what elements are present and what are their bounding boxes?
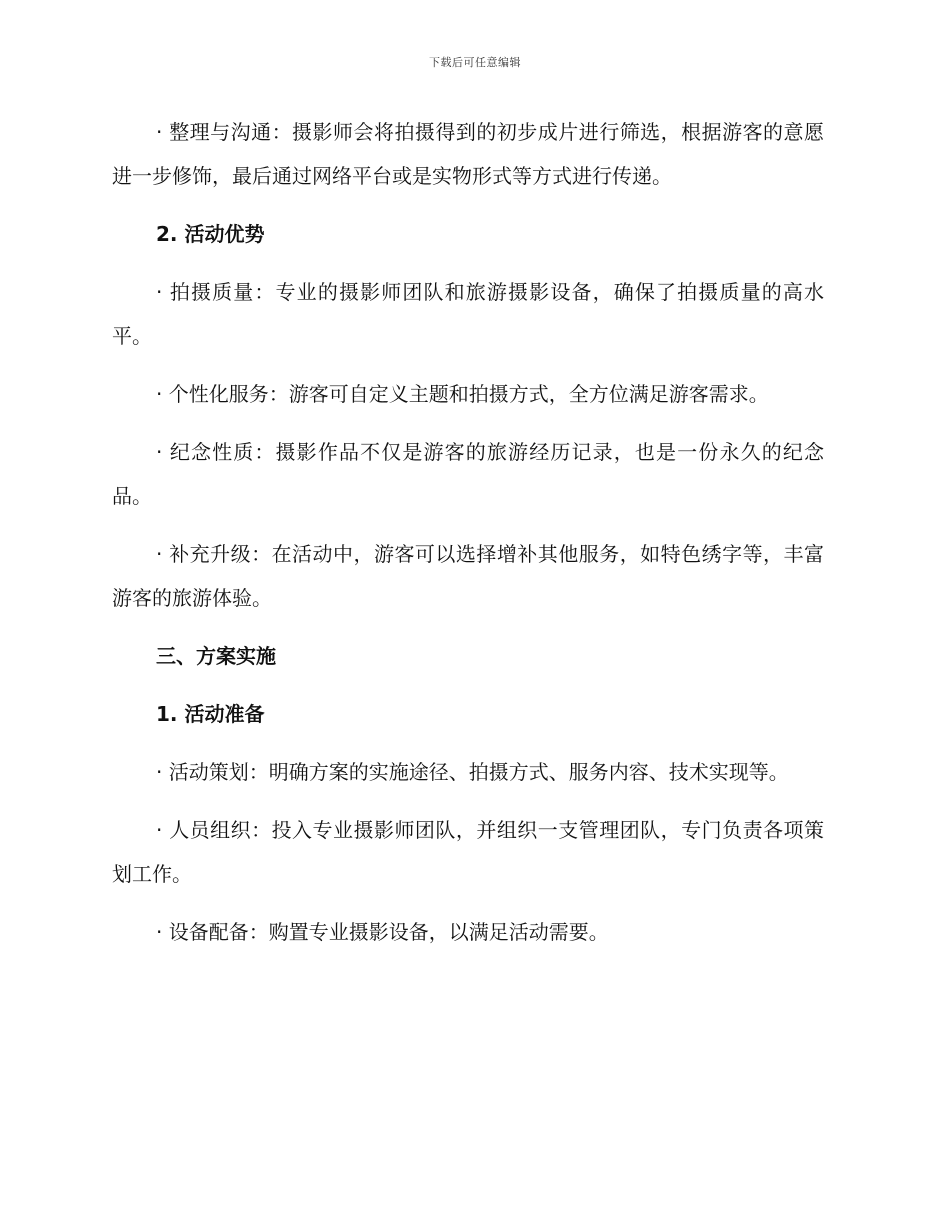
section-heading-activity-advantages: 2. 活动优势 (156, 222, 265, 246)
paragraph-shooting-quality: · 拍摄质量：专业的摄影师团队和旅游摄影设备，确保了拍摄质量的高水平。 (112, 280, 824, 348)
paragraph-supplementary-upgrade: · 补充升级：在活动中，游客可以选择增补其他服务，如特色绣字等，丰富游客的旅游体验。 (112, 542, 824, 610)
paragraph-organize-communicate: · 整理与沟通：摄影师会将拍摄得到的初步成片进行筛选，根据游客的意愿进一步修饰，最后通过网络平台或是实物形式等方式进行传递。 (112, 120, 824, 188)
paragraph-equipment: · 设备配备：购置专业摄影设备，以满足活动需要。 (156, 920, 609, 944)
paragraph-personalized-service: · 个性化服务：游客可自定义主题和拍摄方式，全方位满足游客需求。 (156, 382, 769, 406)
paragraph-activity-planning: · 活动策划：明确方案的实施途径、拍摄方式、服务内容、技术实现等。 (156, 760, 789, 784)
section-heading-implementation: 三、方案实施 (156, 644, 276, 668)
subsection-heading-preparation: 1. 活动准备 (156, 702, 265, 726)
header-note: 下载后可任意编辑 (429, 56, 521, 69)
document-body (112, 110, 824, 968)
paragraph-commemorative-nature: · 纪念性质：摄影作品不仅是游客的旅游经历记录，也是一份永久的纪念品。 (112, 440, 824, 508)
paragraph-staff-organization: · 人员组织：投入专业摄影师团队，并组织一支管理团队，专门负责各项策划工作。 (112, 818, 824, 886)
